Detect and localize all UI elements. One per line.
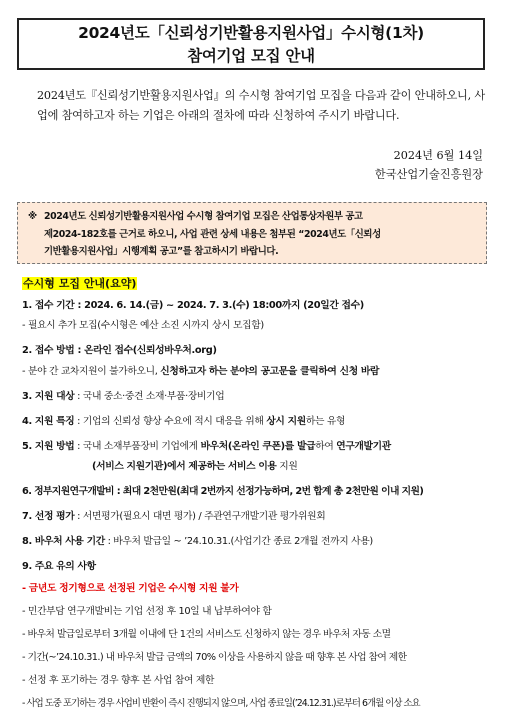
issuing-organization: 한국산업기술진흥원장 xyxy=(374,168,483,181)
note-1: - 금년도 정기형으로 선정된 기업은 수시형 지원 불가 xyxy=(22,583,239,594)
item-2: 2. 접수 방법 : 온라인 접수(신뢰성바우처.org) xyxy=(22,345,217,356)
note-2: - 민간부담 연구개발비는 기업 선정 후 10일 내 납부하여야 함 xyxy=(22,606,272,617)
item-5: 5. 지원 방법 : 국내 소재부품장비 기업에게 바우처(온라인 쿠폰)를 발급하여 연구개발기관 xyxy=(22,441,391,452)
notice-line-3: 기반활용지원사업」시행계획 공고”를 참고하시기 바랍니다. xyxy=(44,246,279,257)
announcement-date: 2024년 6월 14일 xyxy=(393,149,483,162)
item-2-sub: - 분야 간 교차지원이 불가하오니, 신청하고자 하는 분야의 공고문을 클릭하여 신청 바람 xyxy=(22,366,380,377)
note-6: - 사업 도중 포기하는 경우 사업비 반환이 즉시 진행되지 않으며, 사업 종료일(’24.12.31.)로부터 6개월 이상 소요 xyxy=(22,698,420,709)
item-5-line-2: (서비스 지원기관)에서 제공하는 서비스 이용 지원 xyxy=(92,461,298,472)
notice-box xyxy=(17,202,487,264)
item-9: 9. 주요 유의 사항 xyxy=(22,561,96,572)
item-4: 4. 지원 특징 : 기업의 신뢰성 향상 수요에 적시 대응을 위해 상시 지원하는 유형 xyxy=(22,416,346,427)
item-6: 6. 정부지원연구개발비 : 최대 2천만원(최대 2번까지 선정가능하며, 2번 합계 총 2천만원 이내 지원) xyxy=(22,486,424,497)
item-3: 3. 지원 대상 : 국내 중소·중견 소재·부품·장비기업 xyxy=(22,391,225,402)
notice-line-2: 제2024-182호를 근거로 하오니, 사업 관련 상세 내용은 첨부된 “2024년도「신뢰성 xyxy=(44,228,381,240)
intro-paragraph: 2024년도『신뢰성기반활용지원사업』의 수시형 참여기업 모집을 다음과 같이 안내하오니, 사업에 참여하고자 하는 기업은 아래의 절차에 따라 신청하여 주시기 바랍니다. xyxy=(37,89,485,122)
note-3: - 바우처 발급일로부터 3개월 이내에 단 1건의 서비스도 신청하지 않는 경우 바우처 자동 소멸 xyxy=(22,629,391,640)
item-1-sub: - 필요시 추가 모집(수시형은 예산 소진 시까지 상시 모집함) xyxy=(22,320,264,331)
title-line-2: 참여기업 모집 안내 xyxy=(187,47,315,65)
item-1: 1. 접수 기간 : 2024. 6. 14.(금) ~ 2024. 7. 3.(수) 18:00까지 (20일간 접수) xyxy=(22,300,364,311)
note-4: - 기간(~’24.10.31.) 내 바우처 발급 금액의 70% 이상을 사용하지 않을 때 향후 본 사업 참여 제한 xyxy=(22,652,407,663)
item-7: 7. 선정 평가 : 서면평가(필요시 대면 평가) / 주관연구개발기관 평가위원회 xyxy=(22,511,326,522)
title-box xyxy=(17,18,485,70)
notice-line-1: ※ 2024년도 신뢰성기반활용지원사업 수시형 참여기업 모집은 산업통상자원부 공고 xyxy=(28,208,476,226)
item-8: 8. 바우처 사용 기간 : 바우처 발급일 ~ ’24.10.31.(사업기간 종료 2개월 전까지 사용) xyxy=(22,536,373,547)
reference-mark-icon: ※ xyxy=(28,211,37,222)
title-line-1: 2024년도「신뢰성기반활용지원사업」수시형(1차) xyxy=(78,24,424,42)
note-5: - 선정 후 포기하는 경우 향후 본 사업 참여 제한 xyxy=(22,675,215,686)
section-heading: 수시형 모집 안내(요약) xyxy=(23,277,137,290)
